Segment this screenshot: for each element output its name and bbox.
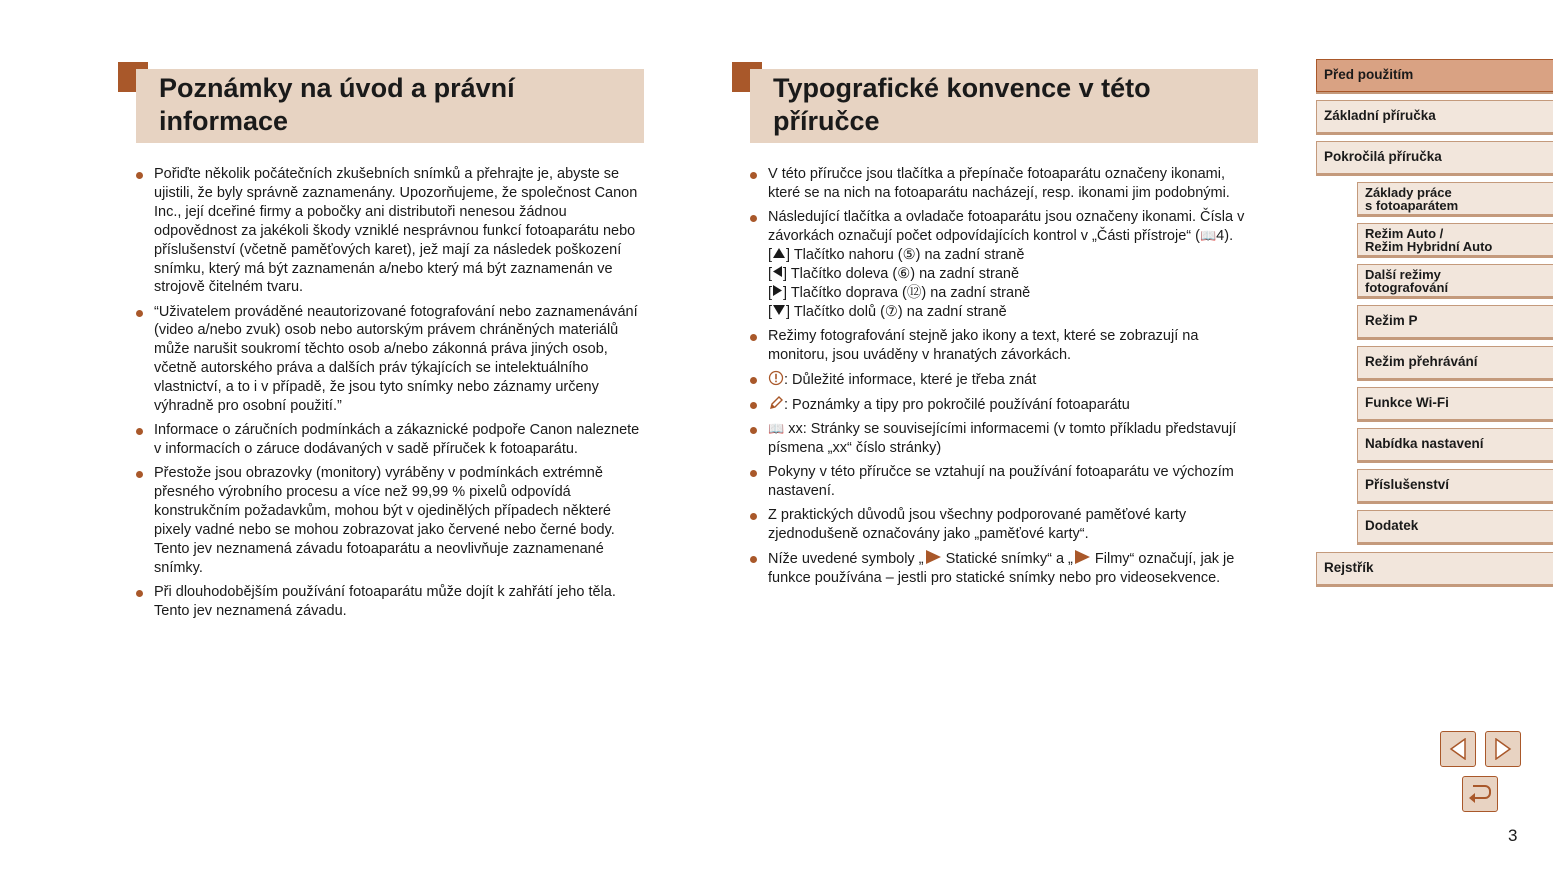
nav-zaklady-prace[interactable]: Základy práce s fotoaparátem [1357,182,1553,215]
legal-notes-list [136,165,646,626]
list-item: 📖 xx: Stránky se souvisejícími informacemi (v tomto příkladu představují písmena „xx“ číslo stránky) [750,420,1260,458]
triangle-right-icon [1494,738,1512,760]
up-arrow-icon [772,247,786,259]
triangle-left-icon [1449,738,1467,760]
list-item: Informace o záručních podmínkách a zákaznické podpoře Canon naleznete v informacích o záruce dodávaných v sadě příruček k fotoaparátu. [136,421,646,459]
button-line: [ ] Tlačítko dolů (⑦) na zadní straně [768,303,1007,320]
nav-prislusenstvi[interactable]: Příslušenství [1357,469,1553,502]
pencil-icon [768,395,784,411]
page-number: 3 [1508,826,1518,845]
return-button[interactable] [1462,776,1498,812]
next-page-button[interactable] [1485,731,1521,767]
left-arrow-icon [772,265,783,278]
list-item: Při dlouhodobějším používání fotoaparátu může dojít k zahřátí jeho těla. Tento jev neznamená závadu. [136,583,646,621]
nav-funkce-wifi[interactable]: Funkce Wi-Fi [1357,387,1553,420]
list-item: Přestože jsou obrazovky (monitory) vyráběny v podmínkách extrémně přesného výrobního procesu a více než 99,99 % pixelů odpovídá konstrukčním požadavkům, mohou být v ojedinělých případech některé pixely vadné nebo se mohou zobrazovat jako červené nebo černé body. Tento jev neznamená závadu fotoaparátu a neovlivňuje zaznamenané snímky. [136,464,646,577]
return-icon [1467,783,1493,805]
nav-rejstrik[interactable]: Rejstřík [1316,552,1553,585]
section-header [118,62,644,143]
down-arrow-icon [772,304,786,316]
nav-rezim-prehravani[interactable]: Režim přehrávání [1357,346,1553,379]
button-line: [ ] Tlačítko doprava (⑫) na zadní straně [768,284,1031,301]
nav-pred-pouzitim[interactable]: Před použitím [1316,59,1553,92]
nav-rezim-auto[interactable]: Režim Auto / Režim Hybridní Auto [1357,223,1553,256]
book-icon: 📖 [768,420,785,436]
list-item: : Poznámky a tipy pro pokročilé používání fotoaparátu [750,395,1260,415]
book-icon: 📖 [1199,227,1217,243]
list-item: “Uživatelem prováděné neautorizované fotografování nebo zaznamenávání (video a/nebo zvuk) osob nebo autorským právem chráněných materiálů může narušit soukromí těchto osob a/nebo zákonná práva jiných osob, včetně autorského práva a dalších práv týkajících se intelektuálního vlastnictví, a to i v případě, že jsou tyto snímky nebo záznamy určeny výhradně pro osobní použití.” [136,303,646,416]
list-item: Pořiďte několik počátečních zkušebních snímků a přehrajte je, abyste se ujistili, že byly správně zaznamenány. Upozorňujeme, že společnost Canon Inc., její dceřiné firmy a pobočky ani distributoři nenesou žádnou odpovědnost za jakékoli škody vzniklé nesprávnou funkcí fotoaparátu nebo příslušenství (včetně paměťových karet), jež mají za následek poškození snímku, který má být zaznamenán a/nebo který má být zaznamenán ve strojově čitelném tvaru. [136,165,646,297]
previous-page-button[interactable] [1440,731,1476,767]
important-icon [768,370,784,386]
list-item: Z praktických důvodů jsou všechny podporované paměťové karty zjednodušeně označovány jako „paměťové karty“. [750,506,1260,544]
section-title: Poznámky na úvod a právní informace [159,73,515,136]
conventions-list [750,165,1260,593]
nav-zakladni-prirucka[interactable]: Základní příručka [1316,100,1553,133]
section-title: Typografické konvence v této příručce [773,73,1151,136]
legal-notes-section [118,62,644,619]
section-header [732,62,1258,143]
list-item: Režimy fotografování stejně jako ikony a text, které se zobrazují na monitoru, jsou uváděny v hranatých závorkách. [750,327,1260,365]
movie-icon [1073,549,1091,565]
button-line: [ ] Tlačítko nahoru (⑤) na zadní straně [768,246,1025,263]
nav-dalsi-rezimy[interactable]: Další režimy fotografování [1357,264,1553,297]
nav-dodatek[interactable]: Dodatek [1357,510,1553,543]
typographic-conventions-section [732,62,1258,586]
list-item: Pokyny v této příručce se vztahují na používání fotoaparátu ve výchozím nastavení. [750,463,1260,501]
right-arrow-icon [772,284,783,297]
nav-rezim-p[interactable]: Režim P [1357,305,1553,338]
list-item: : Důležité informace, které je třeba znát [750,370,1260,390]
list-item: Níže uvedené symboly „ Statické snímky“ a „ Filmy“ označují, jak je funkce používána – jestli pro statické snímky nebo pro videosekvence. [750,549,1260,588]
still-image-icon [924,549,942,565]
nav-pokrocila-prirucka[interactable]: Pokročilá příručka [1316,141,1553,174]
nav-nabidka-nastaveni[interactable]: Nabídka nastavení [1357,428,1553,461]
list-item: V této příručce jsou tlačítka a přepínače fotoaparátu označeny ikonami, které se na nich na fotoaparátu nacházejí, resp. ikonami jim podobnými. [750,165,1260,203]
list-item: Následující tlačítka a ovladače fotoaparátu jsou označeny ikonami. Čísla v závorkách označují počet odpovídajících kontrol v „Části přístroje“ (📖4). [ ] Tlačítko nahoru (⑤) na zadní straně [ ] Tlačítko doleva (⑥) na zadní straně [ ] Tlačítko doprava (⑫) na zadní straně [ ] Tlačítko dolů (⑦) na zadní straně [750,208,1260,321]
button-line: [ ] Tlačítko doleva (⑥) na zadní straně [768,265,1020,282]
